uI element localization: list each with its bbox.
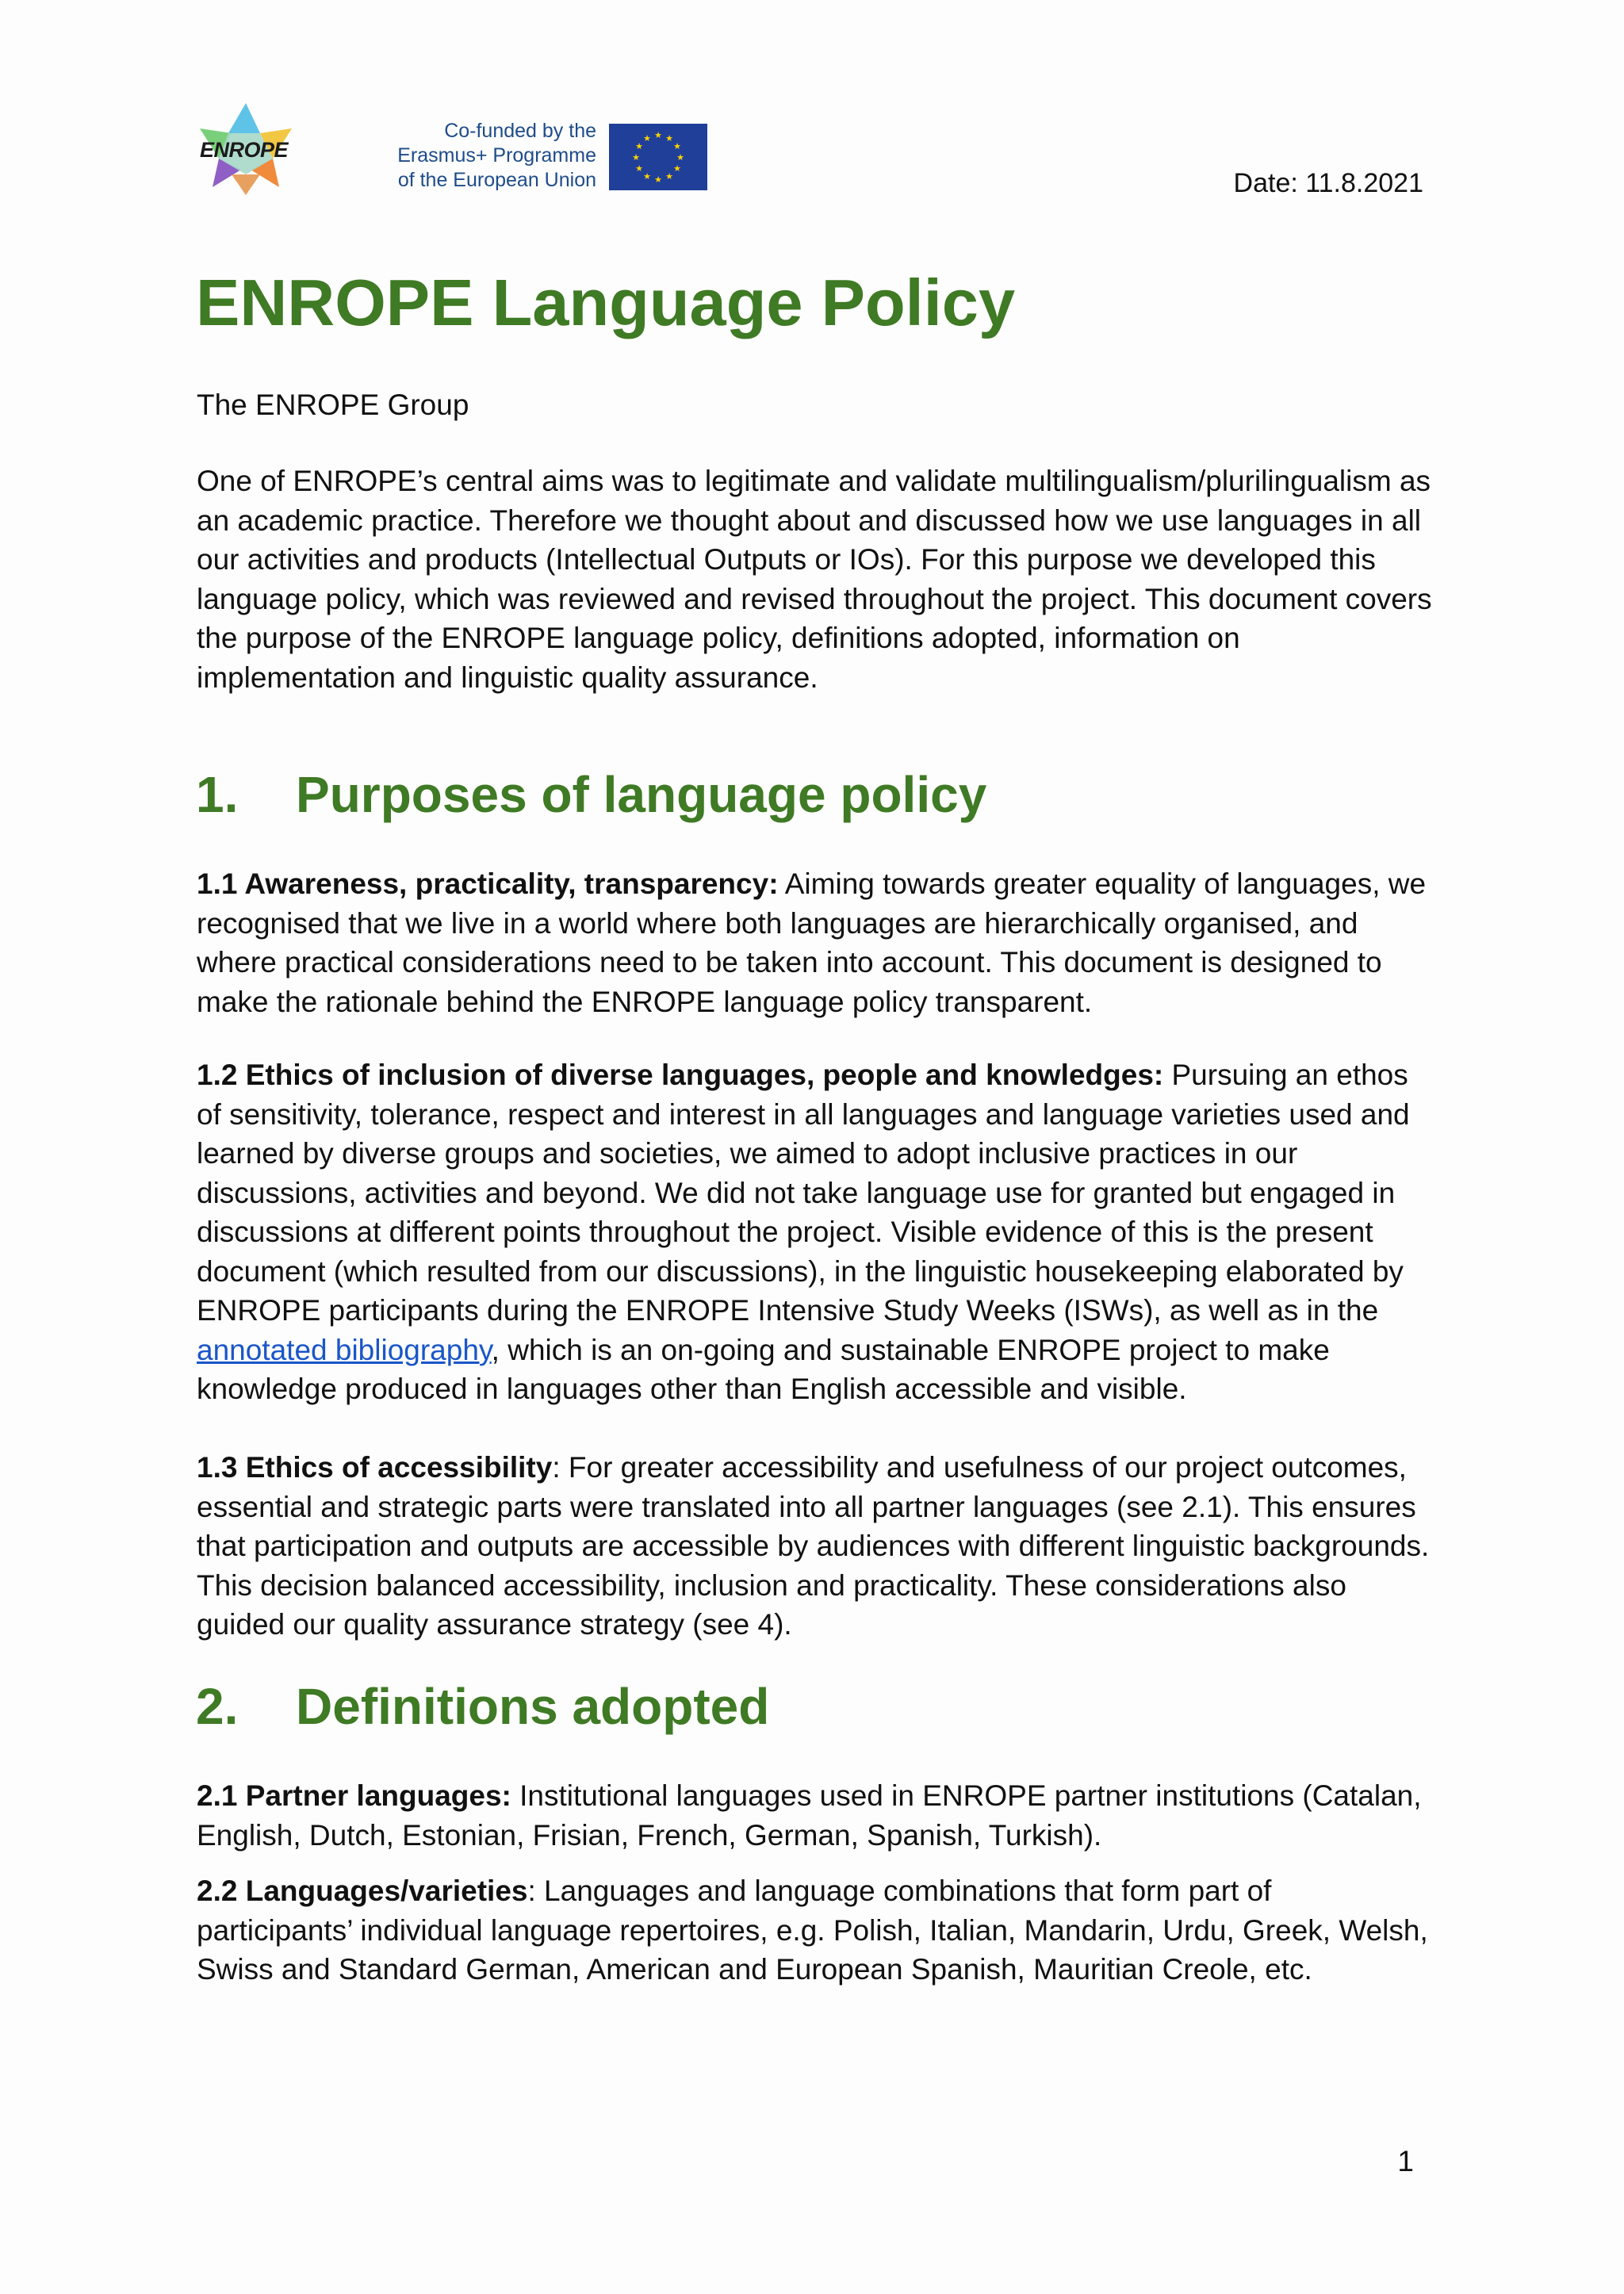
svg-text:★: ★ — [654, 174, 662, 185]
paragraph-2-1 — [197, 1776, 1434, 1855]
cofunded-line: Co-funded by the — [444, 120, 596, 142]
cofunded-line: Erasmus+ Programme — [397, 144, 596, 167]
svg-text:★: ★ — [635, 141, 643, 151]
document-date: Date: 11.8.2021 — [1233, 168, 1423, 198]
enrope-logo — [197, 101, 295, 195]
paragraph-term: 1.1 Awareness, practicality, transparency: — [197, 867, 779, 900]
paragraph-text: : Languages and language combinations that form part of participants’ individual language repertoires, e.g. Polish, Italian, Mandarin, Urdu, Greek, Welsh, Swiss and Standard German, American and European Spanish, Mauritian Creole, etc. — [197, 1875, 1428, 1986]
section-1-heading — [196, 766, 987, 823]
paragraph-text: , which is an on-going and sustainable ENROPE project to make knowledge produced in languages other than English accessible and visible. — [197, 1333, 1330, 1405]
section-number: 1. — [196, 766, 239, 823]
paragraph-term: 1.2 Ethics of inclusion of diverse languages, people and knowledges: — [197, 1059, 1164, 1091]
page-number: 1 — [1397, 2145, 1414, 2177]
annotated-bibliography-link[interactable]: annotated bibliography — [197, 1333, 492, 1366]
svg-text:★: ★ — [665, 133, 673, 144]
svg-text:★: ★ — [665, 171, 673, 182]
paragraph-text: Pursuing an ethos of sensitivity, tolerance, respect and interest in all languages and language varieties used and learned by diverse groups and societies, we aimed to adopt inclusive practices in our discussions, activities and beyond. We did not take language use for granted but engaged in discussions at different points throughout the project. Visible evidence of this is the present document (which resulted from our discussions), in the linguistic housekeeping elaborated by ENROPE participants during the ENROPE Intensive Study Weeks (ISWs), as well as in the — [197, 1059, 1410, 1327]
paragraph-term: 2.2 Languages/varieties — [197, 1875, 528, 1907]
svg-text:★: ★ — [676, 152, 684, 163]
paragraph-text: Institutional languages used in ENROPE partner institutions (Catalan, English, Dutch, Estonian, Frisian, French, German, Spanish, Turkish). — [197, 1779, 1422, 1852]
section-title: Purposes of language policy — [296, 766, 987, 823]
eu-flag-icon — [609, 124, 707, 190]
paragraph-1-1 — [197, 864, 1434, 1021]
paragraph-1-3 — [197, 1448, 1434, 1645]
svg-text:★: ★ — [643, 133, 651, 144]
paragraph-text: Aiming towards greater equality of languages, we recognised that we live in a world where both languages are hierarchically organised, and where practical considerations need to be taken into account. This document is designed to make the rationale behind the ENROPE language policy transparent. — [197, 867, 1427, 1018]
svg-text:★: ★ — [635, 163, 643, 174]
svg-text:★: ★ — [673, 163, 681, 174]
section-title: Definitions adopted — [296, 1678, 770, 1735]
cofunded-notice — [382, 119, 596, 193]
paragraph-text: : For greater accessibility and usefulness of our project outcomes, essential and strategic parts were translated into all partner languages (see 2.1). This ensures that participation and outputs are accessible by audiences with different linguistic backgrounds. This decision balanced accessibility, inclusion and practicality. These considerations also guided our quality assurance strategy (see 4). — [197, 1451, 1430, 1641]
paragraph-2-2 — [197, 1871, 1434, 1990]
page-header — [197, 101, 1434, 205]
document-title: ENROPE Language Policy — [196, 266, 1016, 339]
paragraph-1-2 — [197, 1055, 1434, 1409]
svg-text:★: ★ — [673, 141, 681, 151]
svg-text:★: ★ — [654, 130, 662, 140]
cofunded-line: of the European Union — [397, 169, 596, 191]
svg-text:★: ★ — [643, 171, 651, 182]
svg-text:★: ★ — [632, 152, 640, 163]
section-number: 2. — [196, 1678, 239, 1735]
document-author: The ENROPE Group — [197, 389, 469, 421]
paragraph-term: 1.3 Ethics of accessibility — [197, 1451, 553, 1484]
logo-text: ENROPE — [200, 138, 289, 162]
paragraph-term: 2.1 Partner languages: — [197, 1779, 511, 1812]
intro-paragraph: One of ENROPE’s central aims was to legitimate and validate multilingualism/plurilingualism as an academic practice. Therefore we thought about and discussed how we use languages in all our activities and products (Intellectual Outputs or IOs). For this purpose we developed this language policy, which was reviewed and revised throughout the project. This document covers the purpose of the ENROPE language policy, definitions adopted, information on implementation and linguistic quality assurance. — [197, 465, 1432, 694]
section-2-heading — [196, 1678, 770, 1735]
